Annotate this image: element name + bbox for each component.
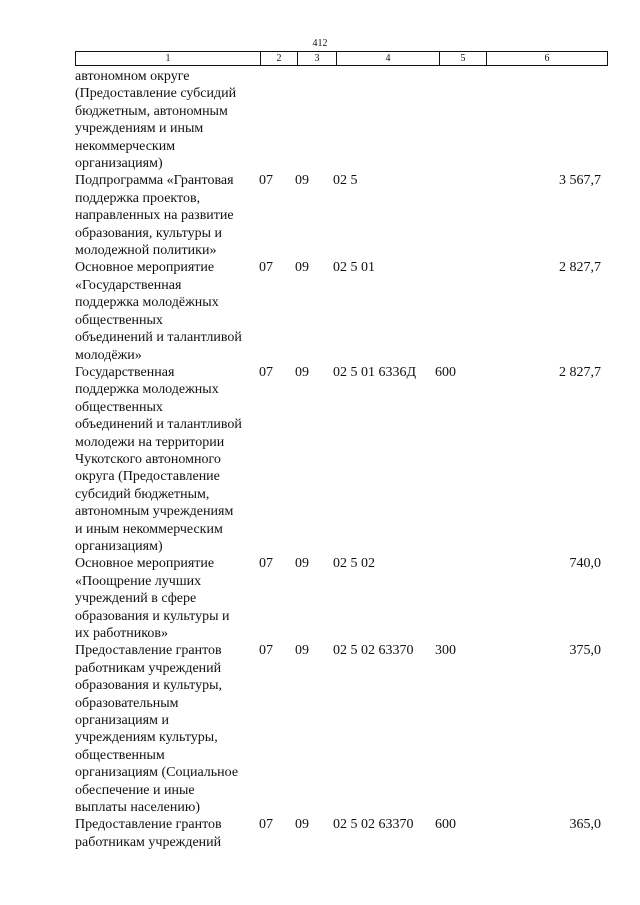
row-amount: 2 827,7	[559, 364, 601, 380]
row-section-code: 07	[259, 173, 273, 189]
column-header-2: 2	[261, 52, 298, 66]
column-header-6: 6	[487, 52, 608, 66]
row-name-cell: Основное мероприятие «Государственная поддержка молодёжных общественных объединений и талантливой молодёжи»	[75, 260, 242, 363]
row-section-code: 07	[259, 817, 273, 833]
row-section-code: 07	[259, 643, 273, 659]
row-expense-type-code: 600	[435, 364, 456, 380]
column-header-5: 5	[440, 52, 487, 66]
table-row	[75, 259, 601, 363]
row-target-article-code: 02 5 01	[333, 260, 375, 276]
row-target-article-code: 02 5 01 6336Д	[333, 364, 417, 380]
table-row	[75, 642, 601, 816]
row-subsection-code: 09	[295, 643, 309, 659]
row-amount	[481, 68, 601, 172]
table-row	[75, 816, 601, 851]
column-number-header	[75, 51, 608, 66]
column-header-1: 1	[76, 52, 261, 66]
row-target-article-code: 02 5 02 63370	[333, 643, 414, 659]
budget-table-body	[75, 68, 601, 851]
column-header-3: 3	[298, 52, 337, 66]
row-amount: 2 827,7	[559, 260, 601, 276]
row-target-article-code: 02 5 02	[333, 556, 375, 572]
row-expense-type-code: 300	[435, 643, 456, 659]
row-target-article-code: 02 5	[333, 173, 358, 189]
row-subsection-code	[295, 68, 333, 172]
row-name-cell: Основное мероприятие «Поощрение лучших учреждений в сфере образования и культуры и их работников»	[75, 556, 230, 641]
row-name-cell: Предоставление грантов работникам учреждений	[75, 817, 222, 850]
row-subsection-code: 09	[295, 260, 309, 276]
row-section-code: 07	[259, 260, 273, 276]
table-row	[75, 68, 601, 172]
row-target-article-code	[333, 68, 435, 172]
row-name-cell: Подпрограмма «Грантовая поддержка проектов, направленных на развитие образования, культуры и молодежной политики»	[75, 173, 234, 259]
row-subsection-code: 09	[295, 364, 309, 380]
row-name-cell: Предоставление грантов работникам учреждений образования и культуры, образовательным организациям и учреждениям культуры, общественным организациям (Социальное обеспечение и иные выплаты населению)	[75, 643, 239, 816]
row-section-code: 07	[259, 556, 273, 572]
row-subsection-code: 09	[295, 556, 309, 572]
row-name-cell: Государственная поддержка молодежных общественных объединений и талантливой молодежи на территории Чукотского автономного округа (Предоставление субсидий бюджетным, автономным учреждениям и иным некоммерческим организациям)	[75, 364, 242, 554]
row-expense-type-code	[435, 68, 481, 172]
column-header-4: 4	[337, 52, 440, 66]
row-expense-type-code	[435, 172, 481, 259]
row-subsection-code: 09	[295, 173, 309, 189]
page-number: 412	[312, 38, 328, 49]
row-amount: 740,0	[569, 556, 601, 572]
row-amount: 365,0	[569, 817, 601, 833]
row-section-code: 07	[259, 364, 273, 380]
row-expense-type-code	[435, 555, 481, 642]
row-expense-type-code	[435, 259, 481, 363]
row-expense-type-code: 600	[435, 817, 456, 833]
row-subsection-code: 09	[295, 817, 309, 833]
row-target-article-code: 02 5 02 63370	[333, 817, 414, 833]
row-amount: 375,0	[569, 643, 601, 659]
row-section-code	[259, 68, 295, 172]
table-row	[75, 172, 601, 259]
table-row	[75, 555, 601, 642]
row-name-cell: автономном округе (Предоставление субсидий бюджетным, автономным учреждениям и иным некоммерческим организациям)	[75, 69, 237, 172]
table-row	[75, 364, 601, 555]
row-amount: 3 567,7	[559, 173, 601, 189]
